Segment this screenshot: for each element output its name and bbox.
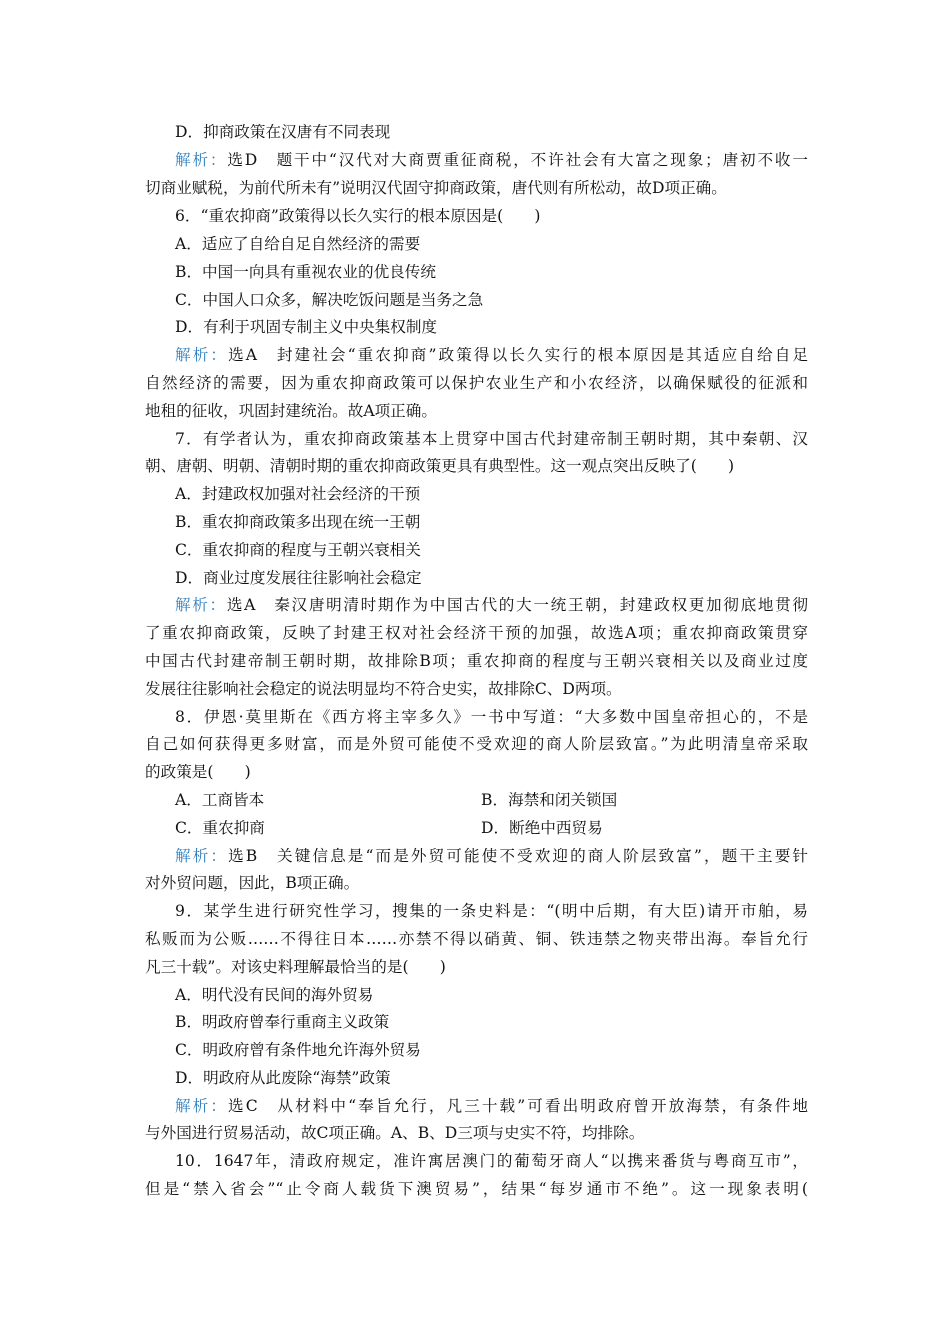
q7-stem-line-1: 7．有学者认为，重农抑商政策基本上贯穿中国古代封建帝制王朝时期，其中秦朝、汉	[175, 430, 808, 448]
q8-stem-line-1: 8．伊恩·莫里斯在《西方将主宰多久》一书中写道：“大多数中国皇帝担心的，不是	[175, 708, 808, 726]
jiexi-label: 解析：	[175, 1097, 229, 1115]
q7-answer-line-1: 解析：选A 秦汉唐明清时期作为中国古代的大一统王朝，封建政权更加彻底地贯彻	[175, 596, 808, 614]
q10-stem-line-2: 但是“禁入省会”“止令商人载货下澳贸易”，结果“每岁通市不绝”。这一现象表明(	[145, 1180, 808, 1198]
q5-answer-line-1: 解析：选D 题干中“汉代对大商贾重征商税，不许社会有大富之现象；唐初不收一	[175, 151, 808, 169]
q6-option-d: D．有利于巩固专制主义中央集权制度	[175, 318, 438, 336]
q9-option-c: C．明政府曾有条件地允许海外贸易	[175, 1041, 421, 1059]
q8-option-a: A．工商皆本	[175, 791, 265, 809]
q8-answer-line-2: 对外贸问题，因此，B项正确。	[145, 874, 360, 892]
jiexi-label: 解析：	[175, 847, 229, 865]
q6-answer-line-2: 自然经济的需要，因为重农抑商政策可以保护农业生产和小农经济，以确保赋役的征派和	[145, 374, 808, 392]
q9-stem-line-2: 私贩而为公贩……不得往日本……亦禁不得以硝黄、铜、铁违禁之物夹带出海。奉旨允行	[145, 930, 808, 948]
q7-stem-line-2: 朝、唐朝、明朝、清朝时期的重农抑商政策更具有典型性。这一观点突出反映了( )	[145, 457, 735, 475]
jiexi-label: 解析：	[175, 346, 229, 364]
q6-option-b: B．中国一向具有重视农业的优良传统	[175, 263, 436, 281]
q9-option-a: A．明代没有民间的海外贸易	[175, 986, 374, 1004]
q9-option-b: B．明政府曾奉行重商主义政策	[175, 1013, 390, 1031]
q6-option-c: C．中国人口众多，解决吃饭问题是当务之急	[175, 291, 484, 309]
q6-answer-line-3: 地租的征收，巩固封建统治。故A项正确。	[145, 402, 437, 420]
q9-stem-line-3: 凡三十载”。对该史料理解最恰当的是( )	[145, 958, 446, 976]
q8-stem-line-2: 自己如何获得更多财富，而是外贸可能使不受欢迎的商人阶层致富。”为此明清皇帝采取	[145, 735, 808, 753]
jiexi-label: 解析：	[175, 596, 227, 614]
q10-stem-line-1: 10．1647年，清政府规定，准许寓居澳门的葡萄牙商人“以携来番货与粤商互市”，	[175, 1152, 808, 1170]
q9-answer-line-2: 与外国进行贸易活动，故C项正确。A、B、D三项与史实不符，均排除。	[145, 1124, 645, 1142]
q7-option-b: B．重农抑商政策多出现在统一王朝	[175, 513, 421, 531]
q6-stem: 6．“重农抑商”政策得以长久实行的根本原因是( )	[175, 207, 541, 225]
q6-answer-line-1: 解析：选A 封建社会“重农抑商”政策得以长久实行的根本原因是其适应自给自足	[175, 346, 808, 364]
q7-option-d: D．商业过度发展往往影响社会稳定	[175, 569, 422, 587]
q8-stem-line-3: 的政策是( )	[145, 763, 251, 781]
q9-stem-line-1: 9．某学生进行研究性学习，搜集的一条史料是：“(明中后期，有大臣)请开市舶，易	[175, 902, 808, 920]
q6-option-a: A．适应了自给自足自然经济的需要	[175, 235, 421, 253]
q7-option-c: C．重农抑商的程度与王朝兴衰相关	[175, 541, 421, 559]
q9-option-d: D．明政府从此废除“海禁”政策	[175, 1069, 391, 1087]
q8-option-d: D．断绝中西贸易	[481, 819, 603, 837]
q7-answer-line-2: 了重农抑商政策，反映了封建王权对社会经济干预的加强，故选A项；重农抑商政策贯穿	[145, 624, 808, 642]
q7-option-a: A．封建政权加强对社会经济的干预	[175, 485, 421, 503]
q5-answer-line-2: 切商业赋税，为前代所未有”说明汉代固守抑商政策，唐代则有所松动，故D项正确。	[145, 179, 727, 197]
q8-option-c: C．重农抑商	[175, 819, 265, 837]
q9-answer-line-1: 解析：选C 从材料中“奉旨允行，凡三十载”可看出明政府曾开放海禁，有条件地	[175, 1097, 808, 1115]
q7-answer-line-3: 中国古代封建帝制王朝时期，故排除B项；重农抑商的程度与王朝兴衰相关以及商业过度	[145, 652, 808, 670]
q8-answer-line-1: 解析：选B 关键信息是“而是外贸可能使不受欢迎的商人阶层致富”，题干主要针	[175, 847, 808, 865]
q7-answer-line-4: 发展往往影响社会稳定的说法明显均不符合史实，故排除C、D两项。	[145, 680, 622, 698]
q5-option-d: D．抑商政策在汉唐有不同表现	[175, 123, 391, 141]
q8-option-b: B．海禁和闭关锁国	[481, 791, 618, 809]
jiexi-label: 解析：	[175, 151, 228, 169]
